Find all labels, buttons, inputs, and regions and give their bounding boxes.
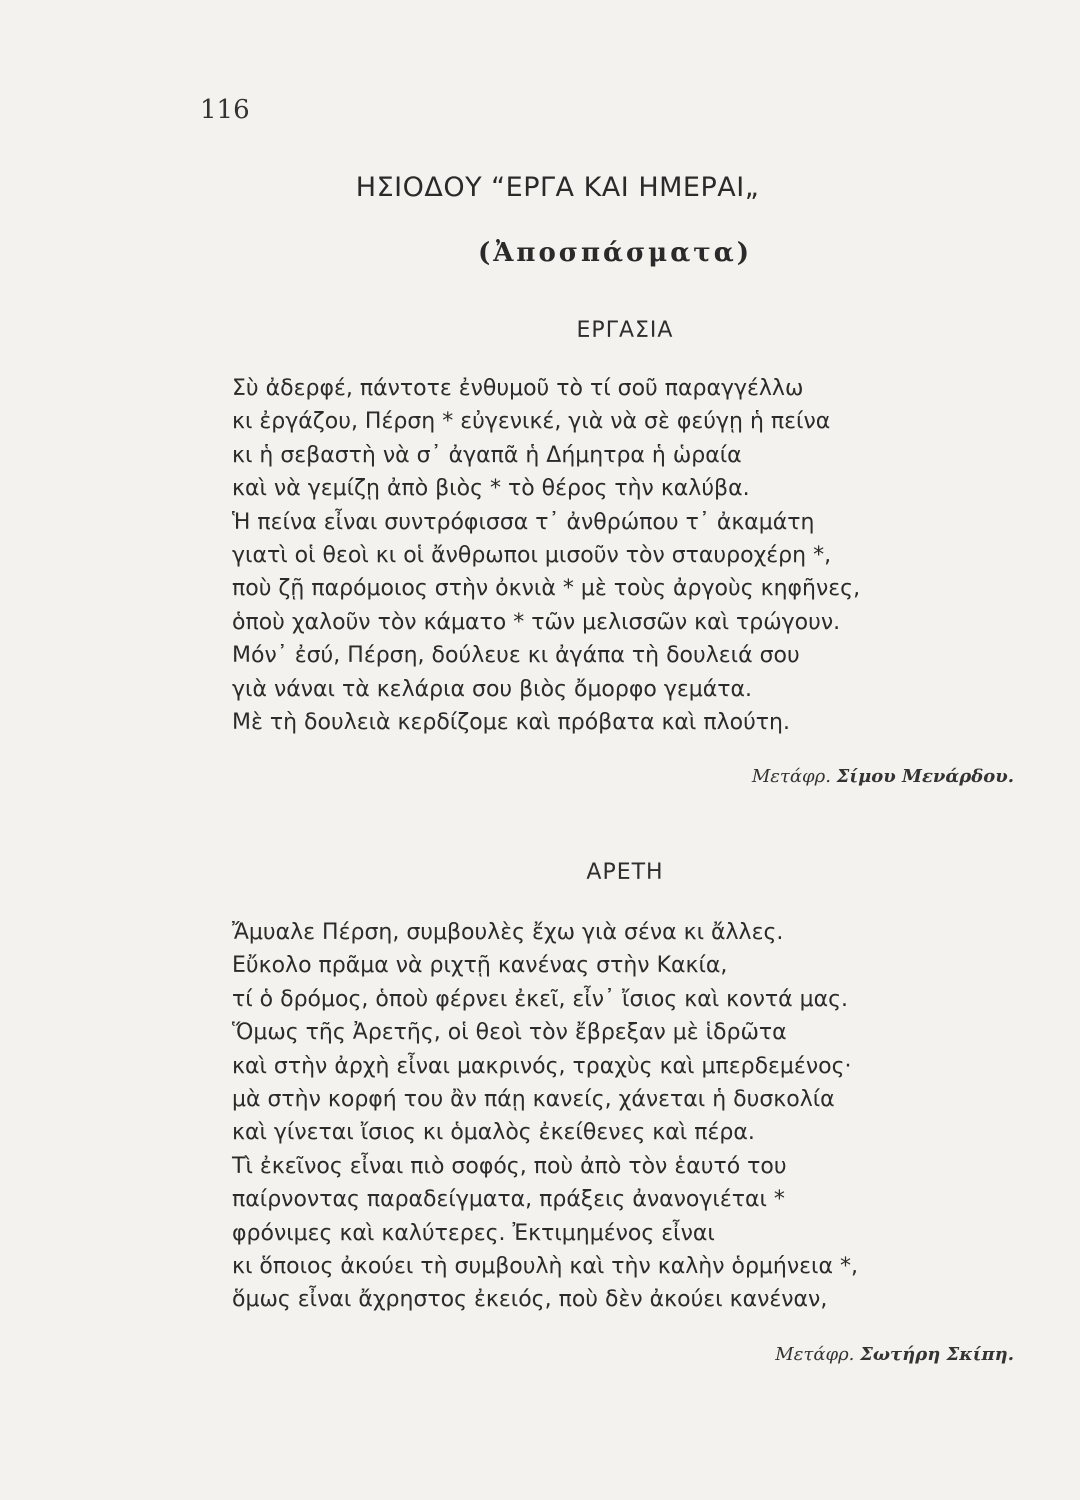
page-subtitle: (Ἀποσπάσματα) xyxy=(477,238,753,268)
poem-line: Εὔκολο πρᾶμα νὰ ριχτῇ κανένας στὴν Κακία, xyxy=(232,953,728,979)
poem-ergasia xyxy=(232,372,992,739)
poem-line: τί ὁ δρόμος, ὁποὺ φέρνει ἐκεῖ, εἶν᾽ ἴσιος καὶ κοντά μας. xyxy=(232,986,849,1012)
poem-line: μὰ στὴν κορφή του ἂν πάῃ κανείς, χάνεται ἡ δυσκολία xyxy=(232,1087,835,1113)
page-number: 116 xyxy=(200,95,250,125)
credit-prefix: Μετάφρ. xyxy=(751,766,831,787)
credit-name: Σίμου Μενάρδου. xyxy=(836,766,1014,787)
section-heading-areti: ΑΡΕΤΗ xyxy=(586,860,664,885)
poem-line: Τὶ ἐκεῖνος εἶναι πιὸ σοφός, ποὺ ἀπὸ τὸν ἑαυτό του xyxy=(232,1153,787,1179)
poem-line: Ὅμως τῆς Ἀρετῆς, οἱ θεοὶ τὸν ἔβρεξαν μὲ ἱδρῶτα xyxy=(232,1020,787,1046)
poem-line: κι ἐργάζου, Πέρση * εὐγενικέ, γιὰ νὰ σὲ φεύγῃ ἡ πείνα xyxy=(232,409,831,435)
poem-line: Ἄμυαλε Πέρση, συμβουλὲς ἔχω γιὰ σένα κι ἄλλες. xyxy=(232,920,784,945)
poem-line: γιατὶ οἱ θεοὶ κι οἱ ἄνθρωποι μισοῦν τὸν σταυροχέρη *, xyxy=(232,543,832,569)
credit-prefix: Μετάφρ. xyxy=(775,1344,855,1365)
poem-line: ποὺ ζῇ παρόμοιος στὴν ὀκνιὰ * μὲ τοὺς ἀργοὺς κηφῆνες, xyxy=(232,576,861,602)
poem-line: Ἡ πείνα εἶναι συντρόφισσα τ᾽ ἀνθρώπου τ᾽ ἀκαμάτη xyxy=(232,509,815,535)
poem-line: κι ἡ σεβαστὴ νὰ σ᾽ ἀγαπᾶ ἡ Δήμητρα ἡ ὡραία xyxy=(232,442,742,468)
section-heading-ergasia: ΕΡΓΑΣΙΑ xyxy=(576,318,674,343)
poem-line: φρόνιμες καὶ καλύτερες. Ἐκτιμημένος εἶναι xyxy=(232,1220,715,1246)
page-title: ΗΣΙΟΔΟΥ “ΕΡΓΑ ΚΑΙ ΗΜΕΡΑΙ„ xyxy=(355,172,760,203)
credit-name: Σωτήρη Σκίπη. xyxy=(860,1344,1014,1365)
poem-line: ὁποὺ χαλοῦν τὸν κάματο * τῶν μελισσῶν καὶ τρώγουν. xyxy=(232,609,841,635)
poem-line: καὶ νὰ γεμίζῃ ἀπὸ βιὸς * τὸ θέρος τὴν καλύβα. xyxy=(232,476,750,502)
translator-credit-ergasia xyxy=(514,766,1014,787)
poem-areti xyxy=(232,916,992,1317)
poem-line: καὶ γίνεται ἴσιος κι ὁμαλὸς ἐκείθενες καὶ πέρα. xyxy=(232,1120,755,1146)
poem-line: Σὺ ἀδερφέ, πάντοτε ἐνθυμοῦ τὸ τί σοῦ παραγγέλλω xyxy=(232,376,804,401)
translator-credit-areti xyxy=(514,1344,1014,1365)
poem-line: Μόν᾽ ἐσύ, Πέρση, δούλευε κι ἀγάπα τὴ δουλειά σου xyxy=(232,643,800,669)
poem-line: κι ὅποιος ἀκούει τὴ συμβουλὴ καὶ τὴν καλὴν ὁρμήνεια *, xyxy=(232,1254,858,1280)
poem-line: καὶ στὴν ἀρχὴ εἶναι μακρινός, τραχὺς καὶ μπερδεμένος· xyxy=(232,1053,852,1079)
poem-line: γιὰ νάναι τὰ κελάρια σου βιὸς ὄμορφο γεμάτα. xyxy=(232,676,752,702)
poem-line: Μὲ τὴ δουλειὰ κερδίζομε καὶ πρόβατα καὶ πλούτη. xyxy=(232,710,790,736)
poem-line: παίρνοντας παραδείγματα, πράξεις ἀνανογιέται * xyxy=(232,1187,785,1213)
poem-line: ὅμως εἶναι ἄχρηστος ἐκειός, ποὺ δὲν ἀκούει κανέναν, xyxy=(232,1287,828,1313)
